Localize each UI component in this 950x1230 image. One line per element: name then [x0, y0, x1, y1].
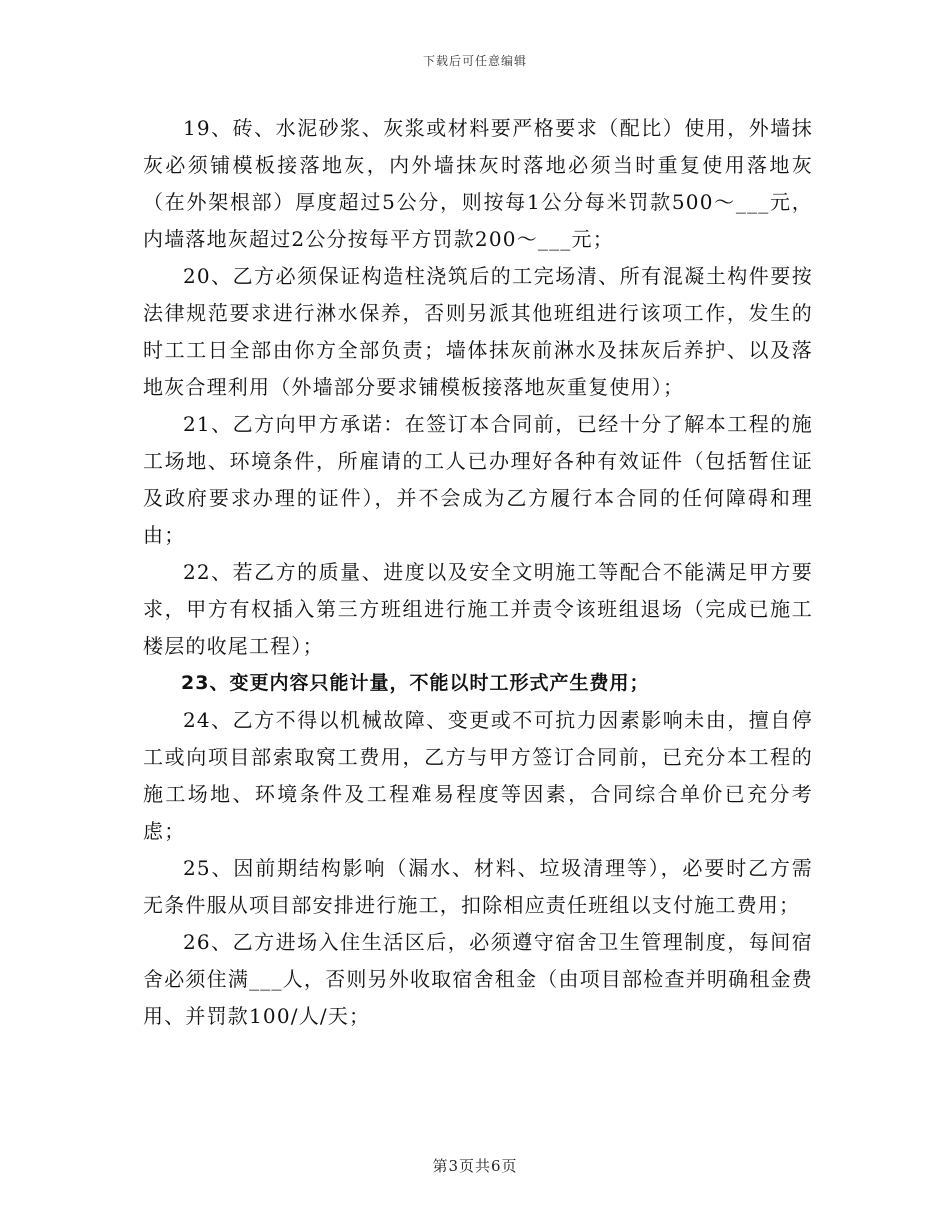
paragraph-21: 21、乙方向甲方承诺：在签订本合同前，已经十分了解本工程的施工场地、环境条件，所雇请的工人已办理好各种有效证件（包括暂住证及政府要求办理的证件），并不会成为乙方履行本合同的任何障碍和理由；	[143, 412, 813, 547]
page-footer: 第3页共6页	[432, 1157, 518, 1175]
paragraph-23: 23、变更内容只能计量，不能以时工形式产生费用；	[181, 672, 650, 694]
paragraph-25: 25、因前期结构影响（漏水、材料、垃圾清理等），必要时乙方需无条件服从项目部安排进行施工，扣除相应责任班组以支付施工费用；	[143, 856, 813, 917]
paragraph-19: 19、砖、水泥砂浆、灰浆或材料要严格要求（配比）使用，外墙抹灰必须铺模板接落地灰，内外墙抹灰时落地必须当时重复使用落地灰（在外架根部）厚度超过5公分，则按每1公分每米罚款500～___元，内墙落地灰超过2公分按每平方罚款200～___元；	[143, 116, 813, 251]
paragraph-24: 24、乙方不得以机械故障、变更或不可抗力因素影响未由，擅自停工或向项目部索取窝工费用，乙方与甲方签订合同前，已充分本工程的施工场地、环境条件及工程难易程度等因素，合同综合单价已充分考虑；	[143, 708, 813, 843]
paragraph-22: 22、若乙方的质量、进度以及安全文明施工等配合不能满足甲方要求，甲方有权插入第三方班组进行施工并责令该班组退场（完成已施工楼层的收尾工程）；	[143, 560, 813, 658]
paragraph-26: 26、乙方进场入住生活区后，必须遵守宿舍卫生管理制度，每间宿舍必须住满___人，否则另外收取宿舍租金（由项目部检查并明确租金费用、并罚款100/人/天；	[143, 930, 813, 1028]
page-header: 下载后可任意编辑	[422, 54, 527, 68]
paragraph-20: 20、乙方必须保证构造柱浇筑后的工完场清、所有混凝土构件要按法律规范要求进行淋水保养，否则另派其他班组进行该项工作，发生的时工工日全部由你方全部负责；墙体抹灰前淋水及抹灰后养护、以及落地灰合理利用（外墙部分要求铺模板接落地灰重复使用）；	[143, 264, 813, 399]
document-body	[143, 110, 813, 1035]
